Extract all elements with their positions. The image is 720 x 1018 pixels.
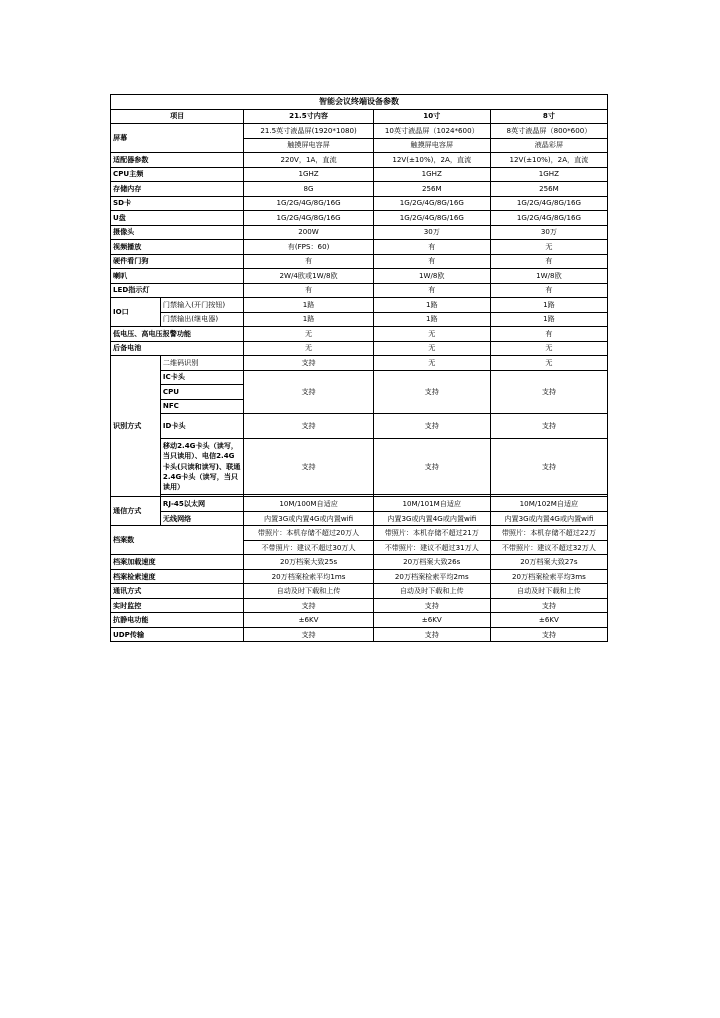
table-row	[111, 182, 608, 197]
table-row	[111, 153, 608, 168]
cell: 支持	[373, 439, 490, 495]
cell: 8英寸液晶屏（800*600）	[490, 124, 607, 139]
row-label: 识别方式	[111, 356, 161, 497]
cell: 内置3G或内置4G或内置wifi	[373, 511, 490, 526]
cell: 256M	[490, 182, 607, 197]
cell: 1W/8欧	[490, 269, 607, 284]
cell: 30万	[373, 225, 490, 240]
row-label: UDP传输	[111, 627, 244, 642]
row-label: 通信方式	[111, 497, 161, 526]
table-row	[111, 283, 608, 298]
cell: 有(FPS：60)	[244, 240, 373, 255]
cell: 自动及时下载和上传	[373, 584, 490, 599]
row-label: 低电压、高电压报警功能	[111, 327, 244, 342]
cell: 不带照片：建议不超过31万人	[373, 540, 490, 555]
cell: 1GHZ	[244, 167, 373, 182]
title-row	[111, 95, 608, 110]
group-c	[111, 555, 608, 642]
cell: 1路	[490, 298, 607, 313]
table-row	[111, 370, 608, 385]
cell: 不带照片：建议不超过32万人	[490, 540, 607, 555]
cell: 200W	[244, 225, 373, 240]
cell: 自动及时下载和上传	[490, 584, 607, 599]
cell: 支持	[490, 439, 607, 495]
cell: 液晶彩屏	[490, 138, 607, 153]
cell: 有	[490, 283, 607, 298]
cell: 220V，1A，直流	[244, 153, 373, 168]
table-row	[111, 124, 608, 139]
cell: 支持	[373, 370, 490, 414]
table-row	[111, 439, 608, 495]
cell: 支持	[373, 627, 490, 642]
cell: 10M/101M自适应	[373, 497, 490, 512]
cell: 支持	[373, 598, 490, 613]
cell: 有	[490, 327, 607, 342]
table-title: 智能会议终端设备参数	[111, 95, 608, 110]
sub-label: ID卡头	[160, 414, 244, 439]
cell: 1GHZ	[490, 167, 607, 182]
table-row	[111, 341, 608, 356]
row-label: 档案加载速度	[111, 555, 244, 570]
table-row	[111, 269, 608, 284]
cell: 20万档案检索平均3ms	[490, 569, 607, 584]
cell: 12V(±10%)，2A，直流	[490, 153, 607, 168]
table-row	[111, 497, 608, 512]
table-row	[111, 555, 608, 570]
cell: 支持	[244, 598, 373, 613]
sub-label: 无线网络	[160, 511, 244, 526]
cell: 支持	[490, 627, 607, 642]
row-label: U盘	[111, 211, 244, 226]
cell: 支持	[244, 627, 373, 642]
cell: 10M/100M自适应	[244, 497, 373, 512]
cell: 20万档案大致25s	[244, 555, 373, 570]
table-row	[111, 627, 608, 642]
cell: 1路	[244, 312, 373, 327]
row-label: 适配器参数	[111, 153, 244, 168]
cell: ±6KV	[490, 613, 607, 628]
row-label: 档案数	[111, 526, 244, 555]
table-row	[111, 598, 608, 613]
row-label: 硬件看门狗	[111, 254, 244, 269]
cell: 30万	[490, 225, 607, 240]
cell: 支持	[244, 370, 373, 414]
cell: 带照片：本机存储不超过21万	[373, 526, 490, 541]
cell: 1G/2G/4G/8G/16G	[490, 196, 607, 211]
row-label: 喇叭	[111, 269, 244, 284]
cell: 无	[373, 327, 490, 342]
cell: 支持	[490, 598, 607, 613]
table-row	[111, 327, 608, 342]
table-row	[111, 254, 608, 269]
sub-label: 移动2.4G卡头（读写，当只读用）、电信2.4G卡头(只读和读写)、联通2.4G卡头（读写，当只读用）	[160, 439, 244, 495]
table-row	[111, 414, 608, 439]
cell: 21.5英寸液晶屏(1920*1080)	[244, 124, 373, 139]
cell: 不带照片：建议不超过30万人	[244, 540, 373, 555]
cell: 有	[244, 283, 373, 298]
sub-label: CPU	[160, 385, 244, 400]
sub-label: 门禁输入(开门按钮)	[160, 298, 244, 313]
cell: 无	[373, 356, 490, 371]
cell: 1G/2G/4G/8G/16G	[373, 211, 490, 226]
cell: 无	[490, 240, 607, 255]
cell: 支持	[490, 370, 607, 414]
cell: 无	[490, 341, 607, 356]
cell: 无	[244, 327, 373, 342]
cell: 内置3G或内置4G或内置wifi	[490, 511, 607, 526]
cell: 内置3G或内置4G或内置wifi	[244, 511, 373, 526]
table-row	[111, 526, 608, 541]
table-row	[111, 511, 608, 526]
cell: 10英寸液晶屏（1024*600）	[373, 124, 490, 139]
cell: 256M	[373, 182, 490, 197]
table-row	[111, 569, 608, 584]
cell: 支持	[244, 414, 373, 439]
cell: 有	[244, 254, 373, 269]
cell: 触摸屏电容屏	[373, 138, 490, 153]
cell: 20万档案检索平均2ms	[373, 569, 490, 584]
cell: 1路	[244, 298, 373, 313]
row-label: 后备电池	[111, 341, 244, 356]
table-row	[111, 196, 608, 211]
table-row	[111, 298, 608, 313]
spec-table	[110, 94, 608, 642]
cell: ±6KV	[244, 613, 373, 628]
cell: 支持	[490, 414, 607, 439]
row-label: SD卡	[111, 196, 244, 211]
row-label: 通讯方式	[111, 584, 244, 599]
cell: 无	[490, 356, 607, 371]
cell: 2W/4欧或1W/8欧	[244, 269, 373, 284]
row-label: 实时监控	[111, 598, 244, 613]
table-row	[111, 356, 608, 371]
cell: 带照片：本机存储不超过20万人	[244, 526, 373, 541]
cell: 自动及时下载和上传	[244, 584, 373, 599]
cell: 1路	[373, 298, 490, 313]
header-col-2: 10寸	[373, 109, 490, 124]
cell: 触摸屏电容屏	[244, 138, 373, 153]
cell: 1GHZ	[373, 167, 490, 182]
group-a	[111, 153, 608, 298]
table-row	[111, 584, 608, 599]
cell: 1G/2G/4G/8G/16G	[490, 211, 607, 226]
table-row	[111, 211, 608, 226]
row-label: 视频播放	[111, 240, 244, 255]
table-row	[111, 613, 608, 628]
table-row	[111, 167, 608, 182]
row-label: 屏幕	[111, 124, 244, 153]
cell: 10M/102M自适应	[490, 497, 607, 512]
cell: 支持	[373, 414, 490, 439]
header-col-1: 21.5寸内容	[244, 109, 373, 124]
cell: 1路	[490, 312, 607, 327]
cell: 1G/2G/4G/8G/16G	[244, 211, 373, 226]
table-row	[111, 312, 608, 327]
cell: 1G/2G/4G/8G/16G	[373, 196, 490, 211]
cell: 有	[373, 283, 490, 298]
row-label: CPU主频	[111, 167, 244, 182]
sub-label: NFC	[160, 399, 244, 414]
cell: 无	[244, 341, 373, 356]
sub-label: RJ-45以太网	[160, 497, 244, 512]
cell: 1路	[373, 312, 490, 327]
cell: 20万档案大致27s	[490, 555, 607, 570]
header-row	[111, 109, 608, 124]
cell: 1W/8欧	[373, 269, 490, 284]
table-row	[111, 225, 608, 240]
header-col-3: 8寸	[490, 109, 607, 124]
table-row	[111, 240, 608, 255]
row-label: 档案检索速度	[111, 569, 244, 584]
sub-label: 二维码识别	[160, 356, 244, 371]
row-label: 摄像头	[111, 225, 244, 240]
cell: 带照片：本机存储不超过22万	[490, 526, 607, 541]
cell: ±6KV	[373, 613, 490, 628]
cell: 有	[373, 254, 490, 269]
sub-label: IC卡头	[160, 370, 244, 385]
row-label: 抗静电功能	[111, 613, 244, 628]
header-item: 项目	[111, 109, 244, 124]
row-label: IO口	[111, 298, 161, 327]
cell: 20万档案大致26s	[373, 555, 490, 570]
cell: 无	[373, 341, 490, 356]
cell: 有	[373, 240, 490, 255]
cell: 20万档案检索平均1ms	[244, 569, 373, 584]
cell: 1G/2G/4G/8G/16G	[244, 196, 373, 211]
cell: 8G	[244, 182, 373, 197]
cell: 12V(±10%)，2A，直流	[373, 153, 490, 168]
row-label: 存储内存	[111, 182, 244, 197]
cell: 支持	[244, 356, 373, 371]
cell: 支持	[244, 439, 373, 495]
group-b	[111, 327, 608, 356]
cell: 有	[490, 254, 607, 269]
sub-label: 门禁输出(继电器)	[160, 312, 244, 327]
row-label: LED指示灯	[111, 283, 244, 298]
